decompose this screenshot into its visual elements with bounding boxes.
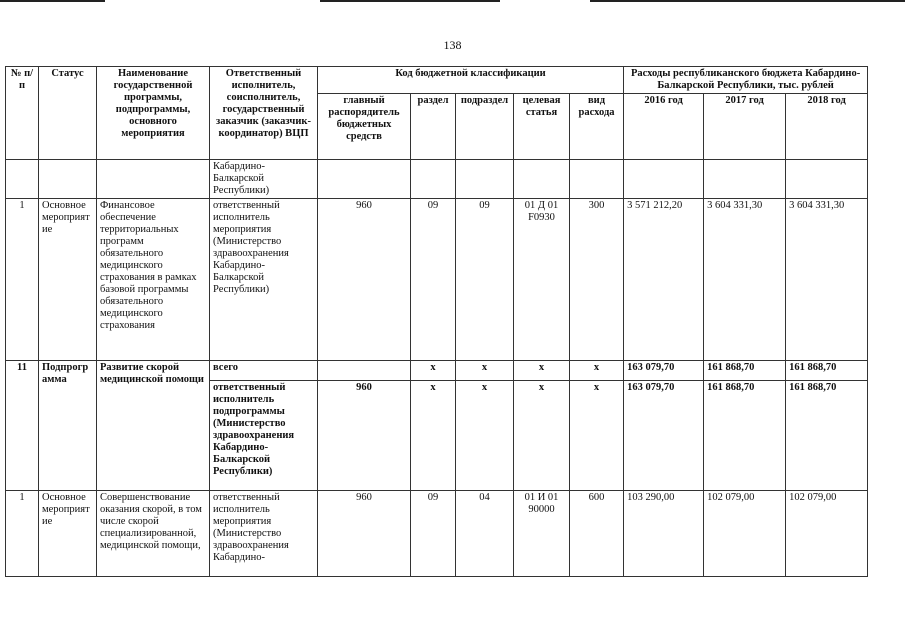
row-responsible: ответственный исполнитель мероприятия (Министерство здравоохранения Кабардино-Балкарской Республики) <box>210 199 318 361</box>
top-rule-mid <box>320 0 500 2</box>
row-2016: 163 079,70 <box>624 361 704 381</box>
row-vr: 600 <box>570 491 624 577</box>
header-vr: вид расхода <box>570 94 624 160</box>
row-cs: 01 И 01 90000 <box>514 491 570 577</box>
header-responsible: Ответственный исполнитель, соисполнитель, государственный заказчик (заказчик-координатор) ВЦП <box>210 67 318 160</box>
row-2016: 103 290,00 <box>624 491 704 577</box>
header-status: Статус <box>39 67 97 160</box>
header-razdel: раздел <box>411 94 456 160</box>
row-status: Подпрограмма <box>39 361 97 491</box>
row-grbs: 960 <box>318 199 411 361</box>
row-name: Совершенствование оказания скорой, в том числе скорой специализированной, медицинской помощи, <box>97 491 210 577</box>
row-podrazdel: 09 <box>456 199 514 361</box>
row-razdel: x <box>411 361 456 381</box>
header-num: № п/п <box>6 67 39 160</box>
row-2017: 161 868,70 <box>704 381 786 491</box>
row-cs: 01 Д 01 F0930 <box>514 199 570 361</box>
row-status: Основное мероприятие <box>39 199 97 361</box>
row-2017: 3 604 331,30 <box>704 199 786 361</box>
row-razdel: 09 <box>411 199 456 361</box>
header-name: Наименование государственной программы, подпрограммы, основного мероприятия <box>97 67 210 160</box>
cont-text: Кабардино-Балкарской Республики) <box>210 160 318 199</box>
row-num: 1 <box>6 491 39 577</box>
header-2018: 2018 год <box>786 94 868 160</box>
table-row <box>6 160 868 199</box>
row-grbs <box>318 361 411 381</box>
header-2017: 2017 год <box>704 94 786 160</box>
header-kbk: Код бюджетной классификации <box>318 67 624 94</box>
row-cs: x <box>514 381 570 491</box>
row-cs: x <box>514 361 570 381</box>
row-num: 1 <box>6 199 39 361</box>
row-razdel: 09 <box>411 491 456 577</box>
row-responsible: всего <box>210 361 318 381</box>
row-2016: 3 571 212,20 <box>624 199 704 361</box>
row-2018: 3 604 331,30 <box>786 199 868 361</box>
row-2018: 102 079,00 <box>786 491 868 577</box>
table-row <box>6 491 868 577</box>
row-razdel: x <box>411 381 456 491</box>
row-name: Финансовое обеспечение территориальных программ обязательного медицинского страхования в рамках базовой программы обязательного медицинского страхования <box>97 199 210 361</box>
row-2016: 163 079,70 <box>624 381 704 491</box>
header-podrazdel: подраздел <box>456 94 514 160</box>
header-grbs: главный распорядитель бюджетных средств <box>318 94 411 160</box>
row-2018: 161 868,70 <box>786 381 868 491</box>
budget-table <box>5 66 868 577</box>
row-name: Развитие скорой медицинской помощи <box>97 361 210 491</box>
row-podrazdel: x <box>456 381 514 491</box>
header-2016: 2016 год <box>624 94 704 160</box>
header-cs: целевая статья <box>514 94 570 160</box>
page-number: 138 <box>443 38 462 52</box>
row-responsible: ответственный исполнитель подпрограммы (Министерство здравоохранения Кабардино-Балкарской Республики) <box>210 381 318 491</box>
row-responsible: ответственный исполнитель мероприятия (Министерство здравоохранения Кабардино- <box>210 491 318 577</box>
header-expenses: Расходы республиканского бюджета Кабардино-Балкарской Республики, тыс. рублей <box>624 67 868 94</box>
table-row <box>6 361 868 381</box>
row-2017: 161 868,70 <box>704 361 786 381</box>
top-rule-left <box>0 0 105 2</box>
row-vr: 300 <box>570 199 624 361</box>
row-podrazdel: 04 <box>456 491 514 577</box>
top-rule-right <box>590 0 905 2</box>
row-grbs: 960 <box>318 381 411 491</box>
table-row <box>6 199 868 361</box>
row-podrazdel: x <box>456 361 514 381</box>
row-vr: x <box>570 381 624 491</box>
row-status: Основное мероприятие <box>39 491 97 577</box>
row-num: 11 <box>6 361 39 491</box>
row-2018: 161 868,70 <box>786 361 868 381</box>
row-grbs: 960 <box>318 491 411 577</box>
row-vr: x <box>570 361 624 381</box>
row-2017: 102 079,00 <box>704 491 786 577</box>
